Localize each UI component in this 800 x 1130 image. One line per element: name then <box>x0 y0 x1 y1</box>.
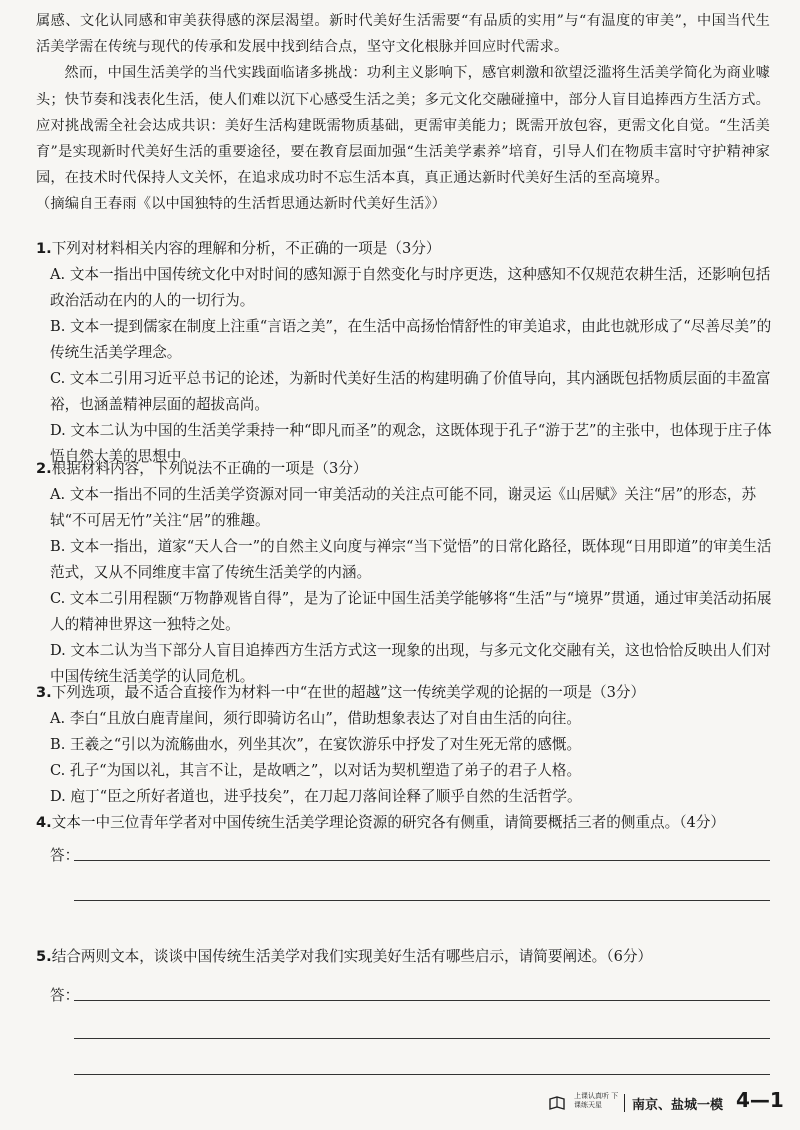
question-3 <box>36 680 772 810</box>
question-2-option-c[interactable]: C. 文本二引用程颢“万物静观皆自得”，是为了论证中国生活美学能够将“生活”与“境界”贯通，通过审美活动拓展人的精神世界这一独特之处。 <box>50 590 772 633</box>
question-4 <box>36 810 772 836</box>
question-4-stem: 4.文本一中三位青年学者对中国传统生活美学理论资源的研究各有侧重，请简要概括三者的侧重点。（4分） <box>36 814 726 831</box>
passage-paragraph-1: 属感、文化认同感和审美获得感的深层渴望。新时代美好生活需要“有品质的实用”与“有温度的审美”，中国当代生活美学需在传统与现代的传承和发展中找到结合点，坚守文化根脉并回应时代需求。 <box>36 13 770 56</box>
question-2-stem: 2.根据材料内容，下列说法不正确的一项是（3分） <box>36 460 368 477</box>
question-2-option-d[interactable]: D. 文本二认为当下部分人盲目追捧西方生活方式这一现象的出现，与多元文化交融有关，这也恰恰反映出人们对中国传统生活美学的认同危机。 <box>50 642 771 685</box>
question-3-stem: 3.下列选项，最不适合直接作为材料一中“在世的超越”这一传统美学观的论据的一项是（3分） <box>36 684 646 701</box>
question-3-option-a[interactable]: A. 李白“且放白鹿青崖间，须行即骑访名山”，借助想象表达了对自由生活的向往。 <box>50 710 581 727</box>
passage-source: （摘编自王春雨《以中国独特的生活哲思通达新时代美好生活》） <box>36 196 447 213</box>
question-5 <box>36 944 772 970</box>
question-2-option-a[interactable]: A. 文本一指出不同的生活美学资源对同一审美活动的关注点可能不同，谢灵运《山居赋》关注“居”的形态，苏轼“不可居无竹”关注“居”的雅趣。 <box>50 486 757 529</box>
question-2-option-b[interactable]: B. 文本一指出，道家“天人合一”的自然主义向度与禅宗“当下觉悟”的日常化路径，既体现“日用即道”的审美生活范式，又从不同维度丰富了传统生活美学的内涵。 <box>50 538 772 581</box>
question-1-option-b[interactable]: B. 文本一提到儒家在制度上注重“言语之美”，在生活中高扬怡情舒性的审美追求，由此也就形成了“尽善尽美”的传统生活美学理念。 <box>50 318 772 361</box>
footer-divider <box>624 1094 625 1112</box>
passage-paragraph-2: 然而，中国生活美学的当代实践面临诸多挑战：功利主义影响下，感官刺激和欲望泛滥将生活美学简化为商业噱头；快节奏和浅表化生活，使人们难以沉下心感受生活之美；多元文化交融碰撞中，部分人盲目追捧西方生活方式。应对挑战需全社会达成共识：美好生活构建既需物质基础，更需审美能力；既需开放包容，更需文化自觉。“生活美育”是实现新时代美好生活的重要途径，要在教育层面加强“生活美学素养”培育，引导人们在物质丰富时守护精神家园，在技术时代保持人文关怀，在追求成功时不忘生活本真，真正通达新时代美好生活的至高境界。 <box>36 65 770 187</box>
question-5-answer-label: 答： <box>50 987 80 1004</box>
reading-passage <box>36 8 770 218</box>
question-2 <box>36 456 772 690</box>
footer-exam-name: 南京、盐城一模 <box>632 1098 724 1113</box>
question-4-answer-line-1[interactable] <box>74 860 770 861</box>
page-number: 4—1 <box>736 1088 784 1112</box>
question-1-option-d[interactable]: D. 文本二认为中国的生活美学秉持一种“即凡而圣”的观念，这既体现于孔子“游于艺”的主张中，也体现于庄子体悟自然大美的思想中。 <box>50 422 772 465</box>
question-3-option-c[interactable]: C. 孔子“为国以礼，其言不让，是故哂之”，以对话为契机塑造了弟子的君子人格。 <box>50 762 582 779</box>
question-1-option-c[interactable]: C. 文本二引用习近平总书记的论述，为新时代美好生活的构建明确了价值导向，其内涵既包括物质层面的丰盈富裕，也涵盖精神层面的超拔高尚。 <box>50 370 771 413</box>
question-5-answer-line-1[interactable] <box>74 1000 770 1001</box>
question-1 <box>36 236 772 470</box>
question-4-answer-line-2[interactable] <box>74 900 770 901</box>
page-footer <box>548 1088 788 1118</box>
question-5-stem: 5.结合两则文本，谈谈中国传统生活美学对我们实现美好生活有哪些启示，请简要阐述。（6分） <box>36 948 653 965</box>
question-1-stem: 1.下列对材料相关内容的理解和分析，不正确的一项是（3分） <box>36 240 441 257</box>
question-5-answer-line-3[interactable] <box>74 1074 770 1075</box>
question-1-option-a[interactable]: A. 文本一指出中国传统文化中对时间的感知源于自然变化与时序更迭，这种感知不仅规范农耕生活，还影响包括政治活动在内的人的一切行为。 <box>50 266 771 309</box>
footer-slogan: 上课认真听 下课练天星 <box>574 1092 619 1109</box>
question-3-option-b[interactable]: B. 王羲之“引以为流觞曲水，列坐其次”，在宴饮游乐中抒发了对生死无常的感慨。 <box>50 736 582 753</box>
question-3-option-d[interactable]: D. 庖丁“臣之所好者道也，进乎技矣”，在刀起刀落间诠释了顺乎自然的生活哲学。 <box>50 788 582 805</box>
book-logo-icon <box>548 1094 566 1112</box>
question-5-answer-line-2[interactable] <box>74 1038 770 1039</box>
question-4-answer-label: 答： <box>50 847 80 864</box>
